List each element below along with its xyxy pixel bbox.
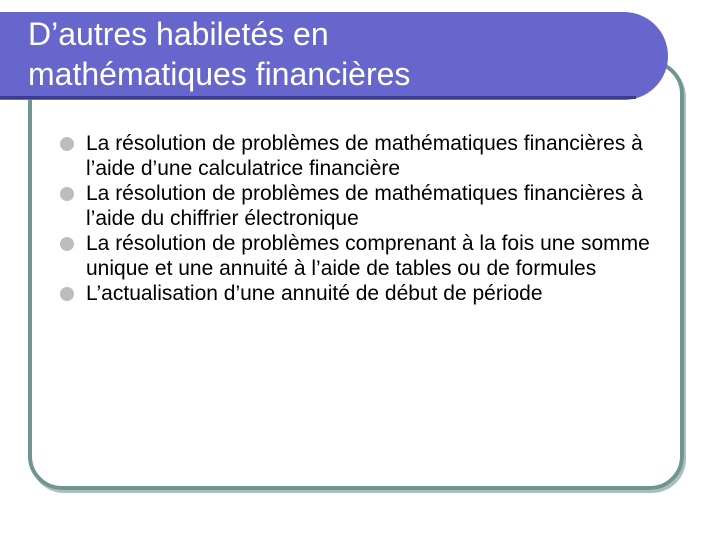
bullet-item — [60, 231, 670, 281]
bullet-item — [60, 281, 670, 306]
bullet-text: La résolution de problèmes comprenant à la fois une somme unique et une annuité à l’aide de tables ou de formules — [86, 232, 650, 280]
bullet-list — [60, 131, 670, 306]
circle-bullet-icon — [60, 237, 74, 251]
bullet-item — [60, 131, 670, 181]
slide-title-line-1: D’autres habiletés en — [28, 16, 329, 52]
bullet-text: L’actualisation d’une annuité de début de période — [86, 282, 543, 305]
bullet-text: La résolution de problèmes de mathématiques financières à l’aide du chiffrier électronique — [86, 182, 643, 230]
title-underline — [0, 96, 636, 99]
circle-bullet-icon — [60, 187, 74, 201]
circle-bullet-icon — [60, 287, 74, 301]
bullet-text: La résolution de problèmes de mathématiques financières à l’aide d’une calculatrice financière — [86, 132, 643, 180]
slide-title — [28, 14, 648, 94]
slide-title-line-2: mathématiques financières — [28, 56, 411, 92]
circle-bullet-icon — [60, 137, 74, 151]
bullet-item — [60, 181, 670, 231]
